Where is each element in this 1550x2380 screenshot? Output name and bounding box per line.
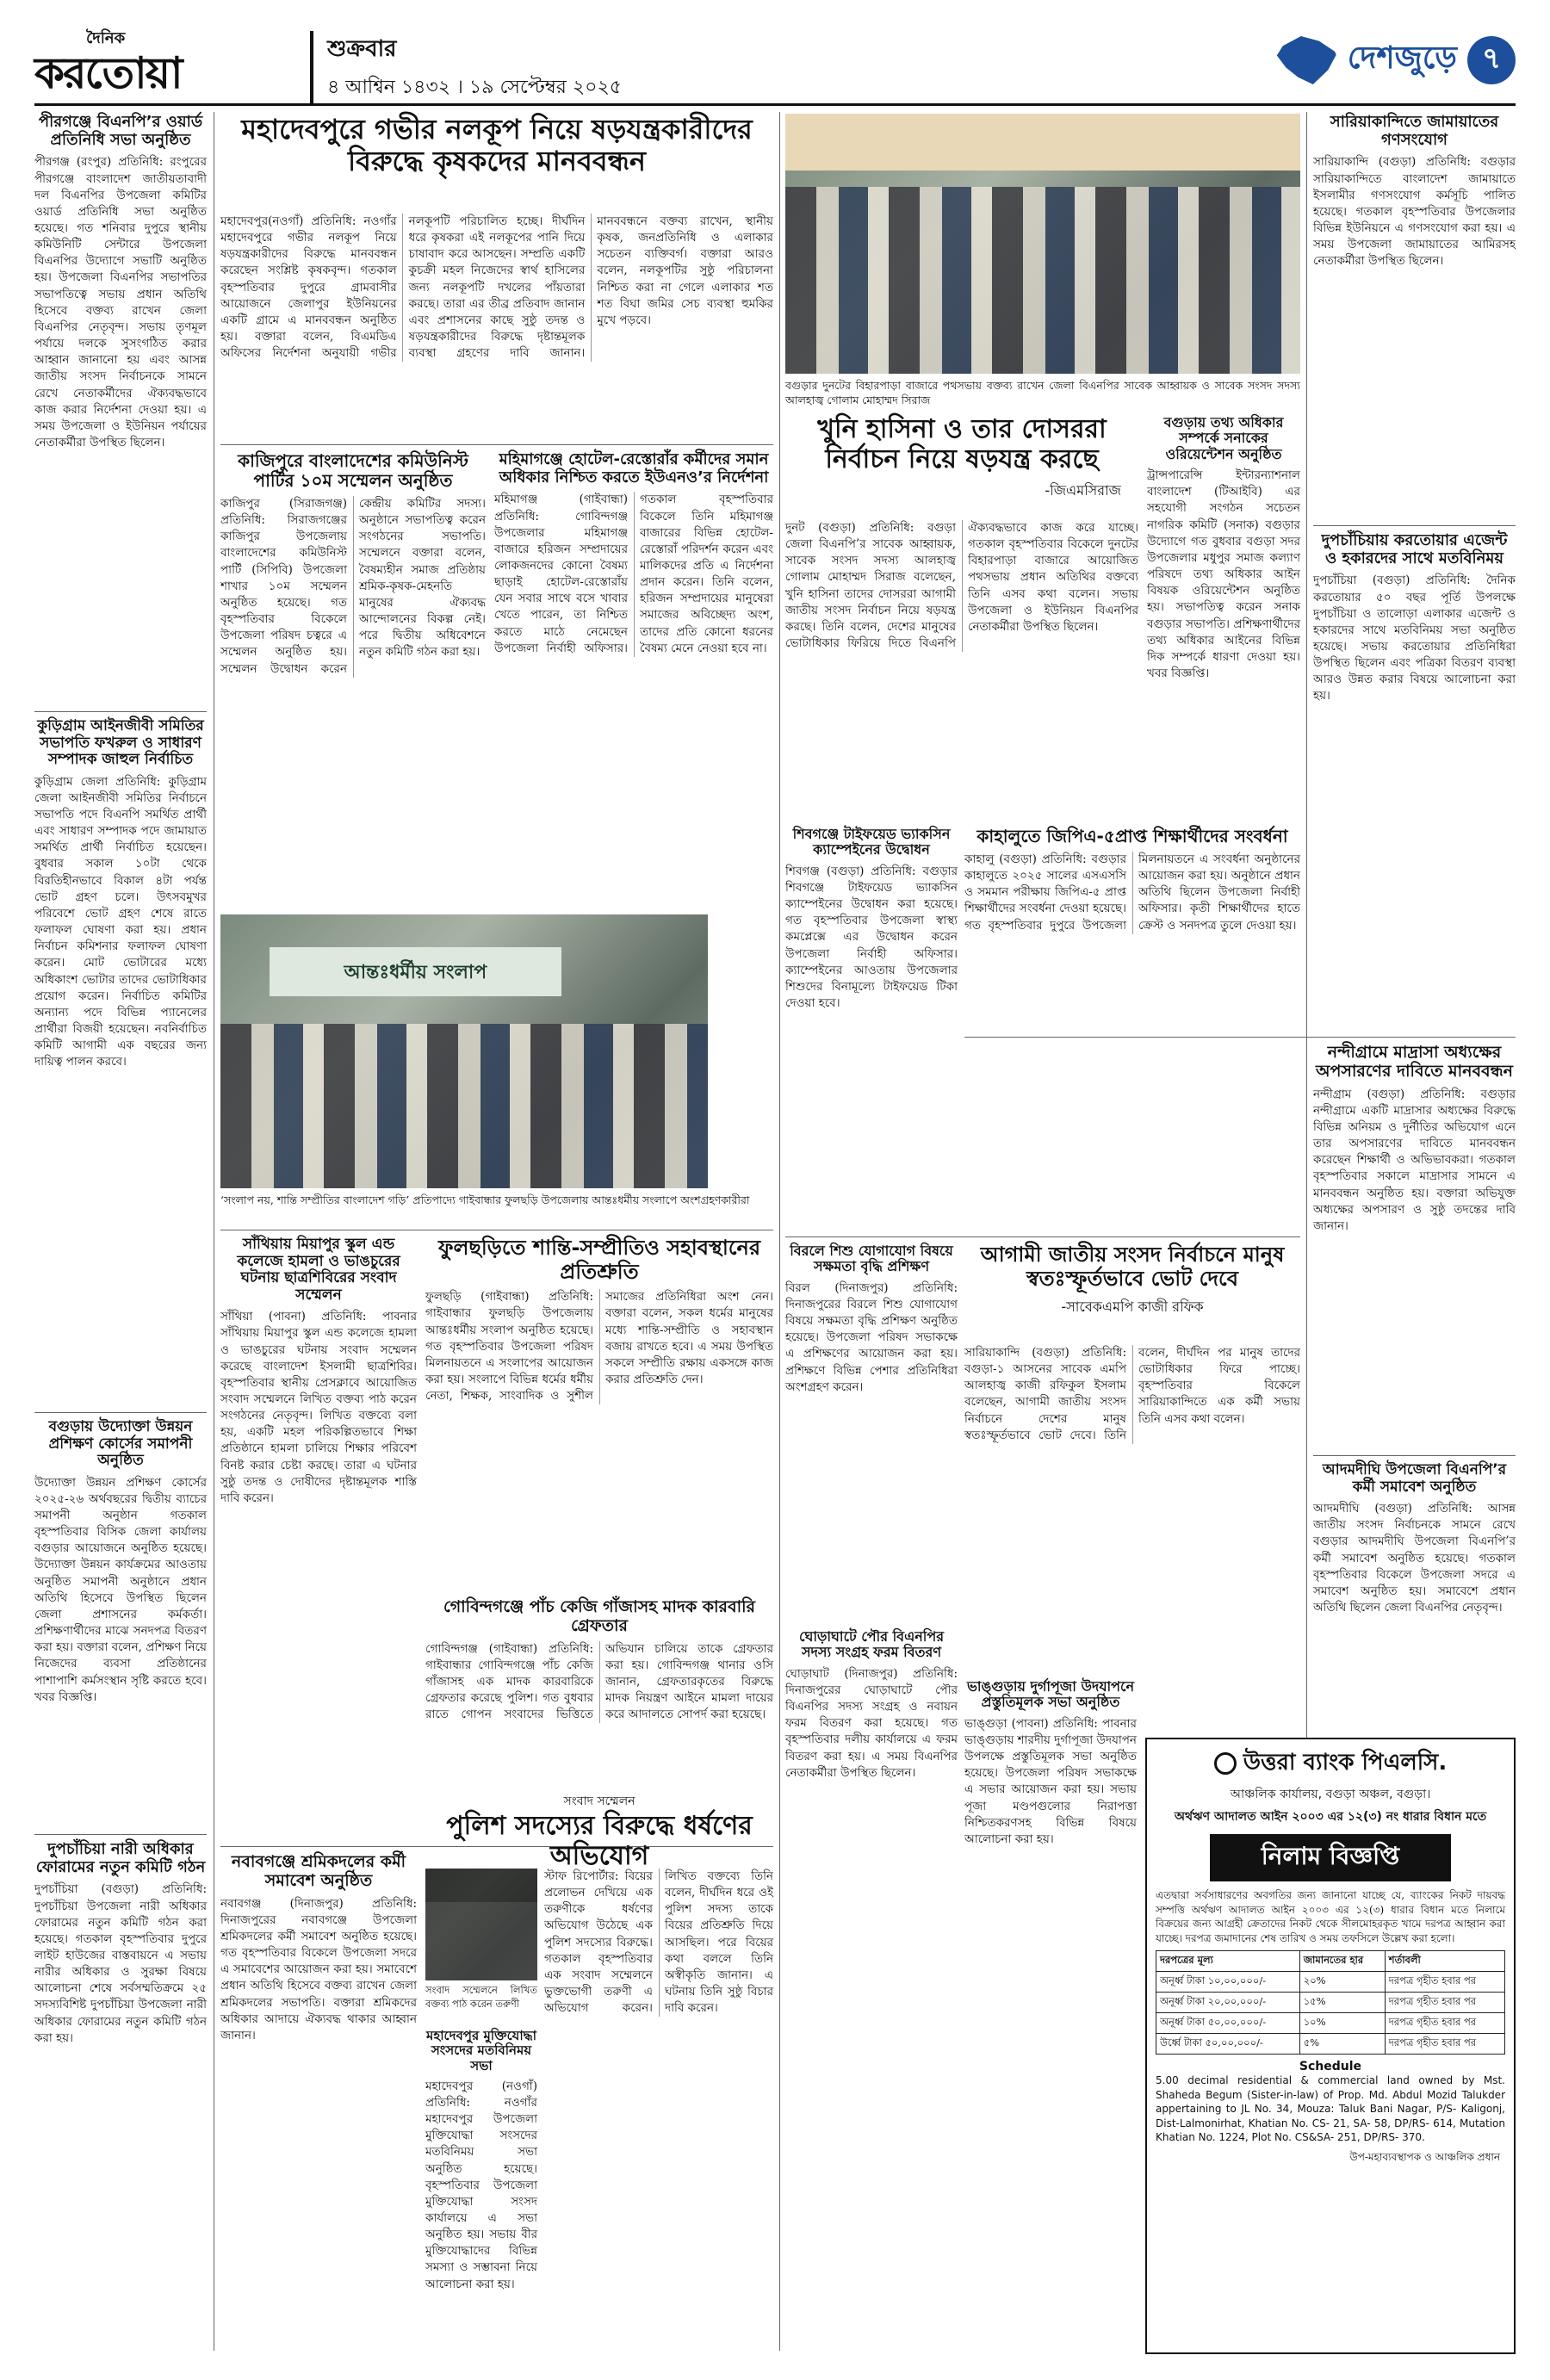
logo-title: করতোয়া (34, 48, 182, 98)
headline: বগুড়ায় তথ্য অধিকার সম্পর্কে সনাকের ওরিয়েন্টেশন অনুষ্ঠিত (1163, 414, 1284, 462)
headline: আদমদীঘি উপজেলা বিএনপি’র কর্মী সমাবেশ অনুষ্ঠিত (1322, 1461, 1507, 1496)
article-khuni-hasina (785, 520, 1138, 820)
article-agami-jatiyo (964, 1345, 1300, 1672)
section-name: দেশজুড়ে (1347, 40, 1457, 76)
headline: ঘোড়াঘাটে পৌর বিএনপির সদস্য সংগ্রহ ফরম বিতরণ (798, 1628, 945, 1661)
headline: নবাবগঞ্জে শ্রমিকদলের কর্মী সমাবেশ অনুষ্ঠিত (231, 1852, 406, 1890)
table-header: জামানতের হার (1299, 1951, 1385, 1972)
kicker: সংবাদ সম্মেলন (563, 1794, 636, 1808)
bank-office: আঞ্চলিক কার্যালয়, বগুড়া অঞ্চল, বগুড়া। (1230, 1788, 1431, 1801)
table-cell: অনূর্ধ্ব টাকা ২০,০০,০০০/- (1156, 1993, 1300, 2013)
interfaith-dialogue-photo (220, 914, 708, 1188)
table-row (1156, 1993, 1505, 2013)
table-cell: দরপত্র গৃহীত হবার পর (1385, 1993, 1504, 2013)
headline: সারিয়াকান্দিতে জামায়াতের গণসংযোগ (1330, 113, 1499, 149)
article-shibganj (785, 827, 958, 1231)
notice-body: এতদ্বারা সর্বসাধারণের অবগতির জন্য জানানো যাচ্ছে যে, ব্যাংকের নিকট দায়বদ্ধ সম্পত্তি অর্থঋণ আদালত আইন ২০০৩ এর ১২(৩) ধারার বিধান মতে নিলামে বিক্রয়ের জন্য আগ্রহী ক্রেতাদের নিকট থেকে সীলমোহরকৃত খামে দরপত্র আহ্বান করা যাচ্ছে। দরপত্র জমাদানের শেষ তারিখ ও সময় তফসিলে উল্লেখ করা হলো। (1156, 1889, 1505, 1944)
page-number: ৭ (1467, 36, 1516, 84)
article-body: বিরল (দিনাজপুর) প্রতিনিধি: দিনাজপুরের বিরলে শিশু যোগাযোগ বিষয়ে সক্ষমতা বৃদ্ধি প্রশিক্ষণ অনুষ্ঠিত হয়েছে। উপজেলা পরিষদ সভাকক্ষে এ প্রশিক্ষণের আয়োজন করা হয়। প্রশিক্ষণে বিভিন্ন পেশার প্রতিনিধিরা অংশগ্রহণ করেন। (785, 1280, 958, 1394)
article-kazipur (220, 451, 486, 906)
article-body: কাহালু (বগুড়া) প্রতিনিধি: বগুড়ার কাহালুতে ২০২৫ সালের এসএসসি ও সমমান পরীক্ষায় জিপিএ-৫ প্রাপ্ত শিক্ষার্থীদের সংবর্ধনা দেওয়া হয়েছে। গত বৃহস্পতিবার দুপুরে উপজেলা মিলনায়তনে এ সংবর্ধনা অনুষ্ঠানের আয়োজন করা হয়। অনুষ্ঠানে প্রধান অতিথি ছিলেন উপজেলা নির্বাহী অফিসার। কৃতী শিক্ষার্থীদের হাতে ক্রেস্ট ও সনদপত্র তুলে দেওয়া হয়। (964, 852, 1300, 933)
article-body: উদ্যোক্তা উন্নয়ন প্রশিক্ষণ কোর্সের ২০২৫-২৬ অর্থবছরের দ্বিতীয় ব্যাচের সমাপনী অনুষ্ঠান গতকাল বৃহস্পতিবার বিসিক জেলা কার্যালয় বগুড়ার আয়োজনে অনুষ্ঠিত হয়েছে। উদ্যোক্তা উন্নয়ন কার্যক্রমের আওতায় অনুষ্ঠিত সমাপনী অনুষ্ঠানে প্রধান অতিথি হিসেবে উপস্থিত ছিলেন জেলা প্রশাসনের কর্মকর্তা। প্রশিক্ষণার্থীদের মাঝে সনদপত্র বিতরণ করা হয়। বক্তারা বলেন, প্রশিক্ষণ নিয়ে নিজেদের ব্যবসা প্রতিষ্ঠানের পাশাপাশি কর্মসংস্থান সৃষ্টি করতে হবে। খবর বিজ্ঞপ্তি। (34, 1475, 207, 1704)
article-biral (785, 1243, 958, 1622)
table-cell: দরপত্র গৃহীত হবার পর (1385, 2013, 1504, 2034)
lead-headline: মহাদেবপুরে গভীর নলকূপ নিয়ে ষড়যন্ত্রকারীদের বিরুদ্ধে কৃষকদের মানববন্ধন (241, 113, 753, 177)
article-police-headline (425, 1791, 773, 1871)
article-body: কুড়িগ্রাম জেলা প্রতিনিধি: কুড়িগ্রাম জেলা আইনজীবী সমিতির নির্বাচনে সভাপতি পদে বিএনপি সমর্থিত প্রার্থী এবং সাধারণ সম্পাদক পদে জামায়াত সমর্থিত প্রার্থী নির্বাচিত হয়েছেন। বুধবার সকাল ১০টা থেকে বিরতিহীনভাবে বিকাল ৪টা পর্যন্ত ভোট গ্রহণ চলে। উৎসবমুখর পরিবেশে ভোট গ্রহণ শেষে রাতে ফলাফল ঘোষণা করা হয়। প্রধান নির্বাচন কমিশনার ফলাফল ঘোষণা করেন। মোট ভোটারের মধ্যে অধিকাংশ ভোটার তাদের ভোটাধিকার প্রয়োগ করেন। নির্বাচিত কমিটির অন্যান্য পদে বিভিন্ন প্যানেলের প্রার্থীরা বিজয়ী হয়েছেন। নবনির্বাচিত কমিটি আগামী এক বছরের জন্য দায়িত্ব পালন করবে। (34, 774, 207, 1069)
bank-header (1147, 1745, 1514, 1782)
article-body: মহাদেবপুর(নওগাঁ) প্রতিনিধি: নওগাঁর মহাদেবপুরে গভীর নলকূপ নিয়ে ষড়যন্ত্রকারীদের বিরুদ্ধে মানববন্ধন করেছেন সংশ্লিষ্ট কৃষকবৃন্দ। গতকাল বৃহস্পতিবার দুপুরে গ্রামবাসীর আয়োজনে জেলাপুর ইউনিয়নের একটি গ্রামে এ মানববন্ধন অনুষ্ঠিত হয়। বক্তারা বলেন, বিএমডিএ অফিসের নির্দেশনা অনুযায়ী গভীর নলকূপটি পরিচালিত হচ্ছে। দীর্ঘদিন ধরে কৃষকরা এই নলকূপের পানি দিয়ে চাষাবাদ করে আসছেন। সম্প্রতি একটি কুচক্রী মহল নিজেদের স্বার্থ হাসিলের জন্য নলকূপটি দখলের পাঁয়তারা করছে। তারা এর তীব্র প্রতিবাদ জানান এবং প্রশাসনের কাছে সুষ্ঠু তদন্ত ও ষড়যন্ত্রকারীদের বিরুদ্ধে দৃষ্টান্তমূলক ব্যবস্থা গ্রহণের দাবি জানান। মানববন্ধনে বক্তব্য রাখেন, স্থানীয় কৃষক, জনপ্রতিনিধি ও এলাকার সচেতন ব্যক্তিবর্গ। বক্তারা আরও বলেন, নলকূপটির সুষ্ঠু পরিচালনা নিশ্চিত করা না গেলে এলাকার শত শত বিঘা জমির সেচ ব্যবস্থা হুমকির মুখে পড়বে। (220, 214, 773, 361)
article-body: মহাদেবপুর (নওগাঁ) প্রতিনিধি: নওগাঁর মহাদেবপুর উপজেলা মুক্তিযোদ্ধা সংসদের মতবিনিময় সভা অনুষ্ঠিত হয়েছে। বৃহস্পতিবার উপজেলা মুক্তিযোদ্ধা সংসদ কার্যালয়ে এ সভা অনুষ্ঠিত হয়। সভায় বীর মুক্তিযোদ্ধাদের বিভিন্ন সমস্যা ও সম্ভাবনা নিয়ে আলোচনা করা হয়। (425, 2079, 537, 2291)
table-cell: ২০% (1299, 1972, 1385, 1993)
article-body: পীরগঞ্জ (রংপুর) প্রতিনিধি: রংপুরের পীরগঞ্জে বাংলাদেশ জাতীয়তাবাদী দল বিএনপির উপজেলা কমিটির ওয়ার্ড প্রতিনিধি সভা অনুষ্ঠিত হয়েছে। গত শনিবার দুপুরে স্থানীয় কমিউনিটি সেন্টারে উপজেলা বিএনপির উদ্যোগে সভাটি অনুষ্ঠিত হয়। উপজেলা বিএনপির সভাপতির সভাপতিত্বে সভায় প্রধান অতিথি হিসেবে বক্তব্য রাখেন জেলা বিএনপির নেতৃবৃন্দ। সভায় তৃণমূল পর্যায়ে দলকে সুসংগঠিত করার আহ্বান জানানো হয় এবং আসন্ন জাতীয় সংসদ নির্বাচনকে সামনে রেখে নেতাকর্মীদের ঐক্যবদ্ধভাবে কাজ করার নির্দেশনা দেওয়া হয়। এ সময় উপজেলা ও ইউনিয়ন পর্যায়ের নেতাকর্মীরা উপস্থিত ছিলেন। (34, 155, 207, 450)
headline: পুলিশ সদস্যের বিরুদ্ধে ধর্ষণের অভিযোগ (446, 1811, 753, 1871)
article-kurigram (34, 718, 207, 1407)
article-body: দুপচাঁচিয়া (বগুড়া) প্রতিনিধি: দুপচাঁচিয়া উপজেলা নারী অধিকার ফোরামের নতুন কমিটি গঠন করা হয়েছে। গতকাল বৃহস্পতিবার দুপুরে লাইট হাউজের বাস্তবায়নে এ সভায় নারীর অধিকার ও সুরক্ষা বিষয়ে আলোচনা শেষে সর্বসম্মতিক্রমে ২৫ সদস্যবিশিষ্ট দুপচাঁচিয়া উপজেলা নারী অধিকার ফোরামের নতুন কমিটি গঠন করা হয়। (34, 1882, 207, 2045)
bank-name: উত্তরা ব্যাংক পিএলসি. (1243, 1750, 1448, 1776)
article-body: স্টাফ রিপোর্টার: বিয়ের প্রলোভন দেখিয়ে এক তরুণীকে ধর্ষণের অভিযোগ উঠেছে এক পুলিশ সদস্যের বিরুদ্ধে। গতকাল বৃহস্পতিবার এক সংবাদ সম্মেলনে ভুক্তভোগী তরুণী এ অভিযোগ করেন। লিখিত বক্তব্যে তিনি বলেন, দীর্ঘদিন ধরে ওই পুলিশ সদস্য তাকে বিয়ের প্রতিশ্রুতি দিয়ে আসছিল। পরে বিয়ের কথা বললে তিনি অস্বীকৃতি জানান। এ ঘটনায় তিনি সুষ্ঠু বিচার দাবি করেন। (544, 1869, 773, 2016)
headline: ভাঙ্গুড়ায় দুর্গাপূজা উদযাপনে প্রস্তুতিমূলক সভা অনুষ্ঠিত (966, 1678, 1135, 1711)
photo-caption: ‘সংলাপ নয়, শান্তি সম্প্রীতির বাংলাদেশ গড়ি’ প্রতিপাদ্যে গাইবান্ধার ফুলছড়ি উপজেলায় আন্তঃধর্মীয় সংলাপে অংশগ্রহণকারীরা (220, 1193, 750, 1206)
article-fulchhari (425, 1236, 773, 1590)
article-body: সাঁথিয়া (পাবনা) প্রতিনিধি: পাবনার সাঁথিয়ায় মিয়াপুর স্কুল এন্ড কলেজে হামলা ও ভাঙচুরের ঘটনায় সংবাদ সম্মেলন করেছে বাংলাদেশ ইসলামী ছাত্রশিবির। বৃহস্পতিবার স্থানীয় প্রেসক্লাবে আয়োজিত সংবাদ সম্মেলনে লিখিত বক্তব্য পাঠ করেন সংগঠনের নেতৃবৃন্দ। লিখিত বক্তব্যে বলা হয়, একটি মহল পরিকল্পিতভাবে শিক্ষা প্রতিষ্ঠানে হামলা চালিয়ে শিক্ষার পরিবেশ বিনষ্ট করার চেষ্টা করছে। তারা এ ঘটনার সুষ্ঠু তদন্ত ও দোষীদের দৃষ্টান্তমূলক শাস্তি দাবি করেন। (220, 1310, 417, 1505)
article-kahalu (964, 827, 1300, 1231)
table-row (1156, 2034, 1505, 2055)
article-body: ঘোড়াঘাট (দিনাজপুর) প্রতিনিধি: দিনাজপুরের ঘোড়াঘাটে পৌর বিএনপির সদস্য সংগ্রহ ও নবায়ন ফরম বিতরণ করা হয়েছে। গত বৃহস্পতিবার দলীয় কার্যালয়ে এ ফরম বিতরণ করা হয়। এ সময় বিএনপির নেতাকর্মীরা উপস্থিত ছিলেন। (785, 1666, 958, 1780)
article-agami-headline (964, 1243, 1300, 1340)
press-conference-photo (425, 1869, 537, 1980)
article-police-press (544, 1869, 773, 2349)
article-body: সারিয়াকান্দি (বগুড়া) প্রতিনিধি: বগুড়ার সারিয়াকান্দিতে বাংলাদেশ জামায়াতে ইসলামীর গণসংযোগ কর্মসূচি পালিত হয়েছে। গতকাল বৃহস্পতিবার উপজেলার বিভিন্ন ইউনিয়নে এ গণসংযোগ করা হয়। এ সময় উপজেলা জামায়াতের আমিরসহ নেতাকর্মীরা উপস্থিত ছিলেন। (1313, 155, 1516, 269)
headline: মহাদেবপুর মুক্তিযোদ্ধা সংসদের মতবিনিময় সভা (425, 2028, 537, 2073)
table-row (1156, 2013, 1505, 2034)
article-sariakandi-jamayat (1313, 114, 1516, 518)
legal-reference: অর্থঋণ আদালত আইন ২০০৩ এর ১২(৩) নং ধারার বিধান মতে (1174, 1810, 1487, 1824)
schedule-text: 5.00 decimal residential & commercial land owned by Mst. Shaheda Begum (Sister-in-law) of Prop. Md. Abdul Mozid Talukder appertaining to JL No. 34, Mouza: Taluk Bani Nagar, P/S- Kaligonj, Dist-Lalmonirhat, Khatian No. CS- 21, SA- 58, DP/RS- 614, Mutation Khatian No. 1224, Plot No. CS&SA- 251, DP/RS- 370. (1156, 2074, 1505, 2144)
headline: খুনি হাসিনা ও তার দোসররা নির্বাচন নিয়ে ষড়যন্ত্র করছে (817, 414, 1107, 474)
article-body: নবাবগঞ্জ (দিনাজপুর) প্রতিনিধি: দিনাজপুরের নবাবগঞ্জে উপজেলা শ্রমিকদলের কর্মী সমাবেশ অনুষ্ঠিত হয়েছে। গত বৃহস্পতিবার বিকেলে উপজেলা সদরে এ সমাবেশের আয়োজন করা হয়। সমাবেশে প্রধান অতিথি হিসেবে বক্তব্য রাখেন জেলা শ্রমিকদলের সভাপতি। বক্তারা শ্রমিকদের অধিকার আদায়ে ঐক্যবদ্ধ থাকার আহ্বান জানান। (220, 1896, 417, 2042)
headline: কাহালুতে জিপিএ-৫প্রাপ্ত শিক্ষার্থীদের সংবর্ধনা (976, 826, 1288, 846)
notice-signature: উপ-মহাব্যবস্থাপক ও আঞ্চলিক প্রধান (1349, 2150, 1500, 2163)
table-header: শর্তাবলী (1385, 1951, 1504, 1972)
headline: সাঁথিয়ায় মিয়াপুর স্কুল এন্ড কলেজে হামলা ও ভাঙচুরের ঘটনায় ছাত্রশিবিরের সংবাদ সম্মেলন (237, 1236, 400, 1304)
article-nandigram (1313, 1044, 1516, 1448)
banner-text: আন্তঃধর্মীয় সংলাপ (344, 962, 487, 984)
table-cell: অনূর্ধ্ব টাকা ৫০,০০,০০০/- (1156, 2013, 1300, 2034)
newspaper-logo (34, 26, 276, 98)
article-body: গোবিন্দগঞ্জ (গাইবান্ধা) প্রতিনিধি: গাইবান্ধার গোবিন্দগঞ্জে পাঁচ কেজি গাঁজাসহ এক মাদক কারবারিকে গ্রেফতার করেছে পুলিশ। গত বুধবার রাতে গোপন সংবাদের ভিত্তিতে অভিযান চালিয়ে তাকে গ্রেফতার করা হয়। গোবিন্দগঞ্জ থানার ওসি জানান, গ্রেফতারকৃতের বিরুদ্ধে মাদক নিয়ন্ত্রণ আইনে মামলা দায়ের করে আদালতে সোপর্দ করা হয়েছে। (425, 1641, 773, 1722)
article-body: মহিমাগঞ্জ (গাইবান্ধা) প্রতিনিধি: গোবিন্দগঞ্জ উপজেলার মহিমাগঞ্জ বাজারে হরিজন সম্প্রদায়ের লোকজনদের কোনো বৈষম্য ছাড়াই হোটেল-রেস্তোরাঁয় যেন সবার সাথে বসে খাবার খেতে পারেন, তা নিশ্চিত করতে মাঠে নেমেছেন উপজেলা নির্বাহী অফিসার। গতকাল বৃহস্পতিবার বিকেলে তিনি মহিমাগঞ্জ বাজারের বিভিন্ন হোটেল-রেস্তোরাঁ পরিদর্শন করেন এবং মালিকদের প্রতি এ নির্দেশনা প্রদান করেন। তিনি বলেন, হরিজন সম্প্রদায়ের মানুষেরা সমাজের অবিচ্ছেদ্য অংশ, তাদের প্রতি কোনো ধরনের বৈষম্য মেনে নেওয়া হবে না। (494, 493, 773, 655)
article-govindaganj (425, 1598, 773, 1784)
article-dupchanchia-nari (34, 1841, 207, 2349)
article-adamdighi (1313, 1462, 1516, 1731)
weekday: শুক্রবার (327, 36, 397, 62)
table-cell: দরপত্র গৃহীত হবার পর (1385, 1972, 1504, 1993)
schedule-title: Schedule (1299, 2060, 1362, 2074)
table-cell: ৫% (1299, 2034, 1385, 2055)
article-bhangura (964, 1679, 1137, 2349)
article-pirganj (34, 114, 207, 706)
headline: মহিমাগঞ্জে হোটেল-রেস্তোরাঁর কর্মীদের সমান অধিকার নিশ্চিত করতে ইউএনও’র নির্দেশনা (499, 450, 769, 487)
table-cell: ১৫% (1299, 1993, 1385, 2013)
article-mohadevpur-muktijoddha (425, 2029, 537, 2349)
article-body: দুপচাঁচিয়া (বগুড়া) প্রতিনিধি: দৈনিক করতোয়ার ৫০ বছর পূর্তি উপলক্ষে দুপচাঁচিয়া ও তালোড়া এলাকার এজেন্ট ও হকারদের সাথে মতবিনিময় সভা অনুষ্ঠিত হয়েছে। সভায় করতোয়ার প্রতিনিধিরা উপস্থিত ছিলেন এবং পত্রিকা বিতরণ ব্যবস্থা আরও উন্নত করার বিষয়ে আলোচনা করা হয়। (1313, 573, 1516, 703)
article-mahimaganj (494, 451, 773, 906)
article-bogura-tottho (1147, 415, 1300, 820)
bangladesh-map-icon (1277, 36, 1337, 84)
headline: বিরলে শিশু যোগাযোগ বিষয়ে সক্ষমতা বৃদ্ধি প্রশিক্ষণ (790, 1243, 953, 1275)
headline: আগামী জাতীয় সংসদ নির্বাচনে মানুষ স্বতঃস্ফূর্তভাবে ভোট দেবে (980, 1243, 1285, 1291)
byline: -সাবেকএমপি কাজী রফিক (1061, 1298, 1204, 1316)
photo-banner (270, 947, 562, 996)
table-cell: ১০% (1299, 2013, 1385, 2034)
pathsova-photo (785, 114, 1300, 374)
article-lead-headline (220, 114, 773, 207)
auction-notice (1145, 1738, 1516, 2354)
article-body: ফুলছড়ি (গাইবান্ধা) প্রতিনিধি: গাইবান্ধার ফুলছড়ি উপজেলায় আন্তঃধর্মীয় সংলাপ অনুষ্ঠিত হয়েছে। গত বৃহস্পতিবার উপজেলা পরিষদ মিলনায়তনে এ সংলাপের আয়োজন করা হয়। সংলাপে বিভিন্ন ধর্মের ধর্মীয় নেতা, শিক্ষক, সাংবাদিক ও সুশীল সমাজের প্রতিনিধিরা অংশ নেন। বক্তারা বলেন, সকল ধর্মের মানুষের মধ্যে শান্তি-সম্প্রীতি ও সহাবস্থান বজায় রাখতে হবে। এ সময় উপস্থিত সকলে সম্প্রীতি রক্ষায় একসঙ্গে কাজ করার প্রতিশ্রুতি দেন। (425, 1290, 773, 1404)
article-bogura-udyokta (34, 1419, 207, 1827)
headline: কুড়িগ্রাম আইনজীবী সমিতির সভাপতি ফখরুল ও সাধারণ সম্পাদক জাহুল নির্বাচিত (37, 717, 204, 769)
logo-prefix: দৈনিক (86, 29, 126, 47)
headline: ফুলছড়িতে শান্তি-সম্প্রীতিও সহাবস্থানের প্রতিশ্রুতি (437, 1236, 761, 1284)
article-body: নন্দীগ্রাম (বগুড়া) প্রতিনিধি: বগুড়ার নন্দীগ্রামে একটি মাদ্রাসার অধ্যক্ষের বিরুদ্ধে বিভিন্ন অনিয়ম ও দুর্নীতির অভিযোগ এনে তার অপসারণের দাবিতে মানববন্ধন করেছেন শিক্ষার্থী ও অভিভাবকরা। গতকাল বৃহস্পতিবার সকালে মাদ্রাসার সামনে এ মানববন্ধন অনুষ্ঠিত হয়। বক্তারা অভিযুক্ত অধ্যক্ষের অপসারণ ও সুষ্ঠু তদন্তের দাবি জানান। (1313, 1087, 1516, 1233)
byline: -জিএমসিরাজ (1045, 482, 1121, 499)
article-body: ট্রান্সপারেন্সি ইন্টারন্যাশনাল বাংলাদেশ (টিআইবি) এর সহযোগী সংগঠন সচেতন নাগরিক কমিটি (সনাক) বগুড়ার উদ্যোগে গত বুধবার বগুড়া সদর উপজেলার মধুপুর সমাজ কল্যাণ পরিষদে তথ্য অধিকার আইন বিষয়ক ওরিয়েন্টেশন অনুষ্ঠিত হয়। সভাপতিত্ব করেন সনাক বগুড়ার সভাপতি। প্রশিক্ষণার্থীদের তথ্য অধিকার আইনের বিভিন্ন দিক সম্পর্কে ধারণা দেওয়া হয়। খবর বিজ্ঞপ্তি। (1147, 468, 1300, 681)
bank-logo-icon (1214, 1752, 1237, 1775)
article-lead (220, 214, 773, 439)
headline: পীরগঞ্জে বিএনপি’র ওয়ার্ড প্রতিনিধি সভা অনুষ্ঠিত (38, 113, 203, 149)
article-body: আদমদীঘি (বগুড়া) প্রতিনিধি: আসন্ন জাতীয় সংসদ নির্বাচনকে সামনে রেখে বগুড়ার আদমদীঘি উপজেলা বিএনপি’র কর্মী সমাবেশ অনুষ্ঠিত হয়েছে। গতকাল বৃহস্পতিবার বিকেলে উপজেলা সদরে এ সমাবেশ অনুষ্ঠিত হয়। সমাবেশে প্রধান অতিথি ছিলেন জেলা বিএনপির নেতৃবৃন্দ। (1313, 1502, 1516, 1615)
article-body: ভাঙ্গুড়া (পাবনা) প্রতিনিধি: পাবনার ভাঙ্গুড়ায় শারদীয় দুর্গাপূজা উদযাপন উপলক্ষে প্রস্তুতিমূলক সভা অনুষ্ঠিত হয়েছে। উপজেলা পরিষদ সভাকক্ষে এ সভার আয়োজন করা হয়। সভায় পূজা মণ্ডপগুলোর নিরাপত্তা নিশ্চিতকরণসহ বিভিন্ন বিষয়ে আলোচনা করা হয়। (964, 1716, 1137, 1846)
headline: বগুড়ায় উদ্যোক্তা উন্নয়ন প্রশিক্ষণ কোর্সের সমাপনী অনুষ্ঠিত (48, 1418, 193, 1470)
date-block (310, 31, 622, 104)
headline: গোবিন্দগঞ্জে পাঁচ কেজি গাঁজাসহ মাদক কারবারি গ্রেফতার (443, 1597, 755, 1635)
article-body: দুনট (বগুড়া) প্রতিনিধি: বগুড়া জেলা বিএনপি’র সাবেক আহ্বায়ক, সাবেক সংসদ সদস্য আলহাজ্ব গোলাম মোহাম্মদ সিরাজ বলেছেন, খুনি হাসিনা তাদের দোসররা আগামী জাতীয় সংসদ নির্বাচন নিয়ে ষড়যন্ত্র করছে। তিনি বলেন, দেশের মানুষের ভোটাধিকার ফিরিয়ে দিতে বিএনপি ঐক্যবদ্ধভাবে কাজ করে যাচ্ছে। গতকাল বৃহস্পতিবার বিকেলে দুনটের বিহারপাড়া বাজারে আয়োজিত পথসভায় প্রধান অতিথির বক্তব্যে তিনি এসব কথা বলেন। সভায় উপজেলা ও ইউনিয়ন বিএনপির নেতাকর্মীরা উপস্থিত ছিলেন। (785, 521, 1138, 651)
article-nawabganj (220, 1853, 417, 2349)
notice-title: নিলাম বিজ্ঞপ্তি (1210, 1834, 1451, 1881)
article-body: সারিয়াকান্দি (বগুড়া) প্রতিনিধি: বগুড়া-১ আসনের সাবেক এমপি আলহাজ্ব কাজী রফিকুল ইসলাম বলেছেন, আগামী জাতীয় সংসদ নির্বাচনে দেশের মানুষ স্বতঃস্ফূর্তভাবে ভোট দেবে। তিনি বলেন, দীর্ঘদিন পর মানুষ তাদের ভোটাধিকার ফিরে পাচ্ছে। বৃহস্পতিবার বিকেলে সারিয়াকান্দিতে এক কর্মী সভায় তিনি এসব কথা বলেন। (964, 1346, 1300, 1442)
participants (220, 1024, 708, 1188)
article-body: কাজিপুর (সিরাজগঞ্জ) প্রতিনিধি: সিরাজগঞ্জের কাজিপুর উপজেলায় বাংলাদেশের কমিউনিস্ট পার্টি (সিপিবি) উপজেলা শাখার ১০ম সম্মেলন অনুষ্ঠিত হয়েছে। গত বৃহস্পতিবার বিকেলে উপজেলা পরিষদ চত্বরে এ সম্মেলন অনুষ্ঠিত হয়। সম্মেলন উদ্বোধন করেন কেন্দ্রীয় কমিটির সদস্য। অনুষ্ঠানে সভাপতিত্ব করেন সংগঠনের সভাপতি। সম্মেলনে বক্তারা বলেন, বৈষম্যহীন সমাজ প্রতিষ্ঠায় শ্রমিক-কৃষক-মেহনতি মানুষের ঐক্যবদ্ধ আন্দোলনের বিকল্প নেই। পরে দ্বিতীয় অধিবেশনে নতুন কমিটি গঠন করা হয়। (220, 497, 486, 676)
masthead (34, 24, 1516, 106)
headline: কাজিপুরে বাংলাদেশের কমিউনিস্ট পার্টির ১০ম সম্মেলন অনুষ্ঠিত (238, 450, 468, 491)
photo-caption: সংবাদ সম্মেলনে লিখিত বক্তব্য পাঠ করেন তরুণী (425, 1984, 537, 2010)
table-cell: দরপত্র গৃহীত হবার পর (1385, 2034, 1504, 2055)
article-dupchanchia-krishi (1313, 532, 1516, 1032)
tender-table (1156, 1950, 1505, 2055)
headline: দুপচাঁচিয়ায় করতোয়ার এজেন্ট ও হকারদের সাথে মতবিনিময় (1321, 531, 1508, 567)
issue-date: ৪ আশ্বিন ১৪৩২ । ১৯ সেপ্টেম্বর ২০২৫ (327, 77, 623, 98)
article-body: শিবগঞ্জ (বগুড়া) প্রতিনিধি: বগুড়ার শিবগঞ্জে টাইফয়েড ভ্যাকসিন ক্যাম্পেইনের উদ্বোধন করা হয়েছে। গত বৃহস্পতিবার উপজেলা স্বাস্থ্য কমপ্লেক্সে এর উদ্বোধন করেন উপজেলা নির্বাহী অফিসার। ক্যাম্পেইনের আওতায় উপজেলার শিশুদের বিনামূল্যে টাইফয়েড টিকা দেওয়া হবে। (785, 864, 958, 1011)
headline: শিবগঞ্জে টাইফয়েড ভ্যাকসিন ক্যাম্পেইনের উদ্বোধন (792, 826, 951, 858)
headline: নন্দীগ্রামে মাদ্রাসা অধ্যক্ষের অপসারণের দাবিতে মানববন্ধন (1316, 1043, 1513, 1081)
headline: দুপচাঁচিয়া নারী অধিকার ফোরামের নতুন কমিটি গঠন (35, 1840, 206, 1876)
table-cell: উর্ধ্বে টাকা ৫০,০০,০০০/- (1156, 2034, 1300, 2055)
article-ghoraghat (785, 1629, 958, 2349)
section-header (1277, 34, 1516, 86)
article-khuni-headline (785, 415, 1138, 513)
article-sathia (220, 1236, 417, 1839)
table-cell: অনূর্ধ্ব টাকা ১০,০০,০০০/- (1156, 1972, 1300, 1993)
table-header: দরপত্রের মূল্য (1156, 1951, 1300, 1972)
photo-caption: বগুড়ার দুনটের বিহারপাড়া বাজারে পথসভায় বক্তব্য রাখেন জেলা বিএনপির সাবেক আহ্বায়ক ও সাবেক সংসদ সদস্য আলহাজ্ব গোলাম মোহাম্মদ সিরাজ (785, 379, 1300, 406)
table-row (1156, 1972, 1505, 1993)
